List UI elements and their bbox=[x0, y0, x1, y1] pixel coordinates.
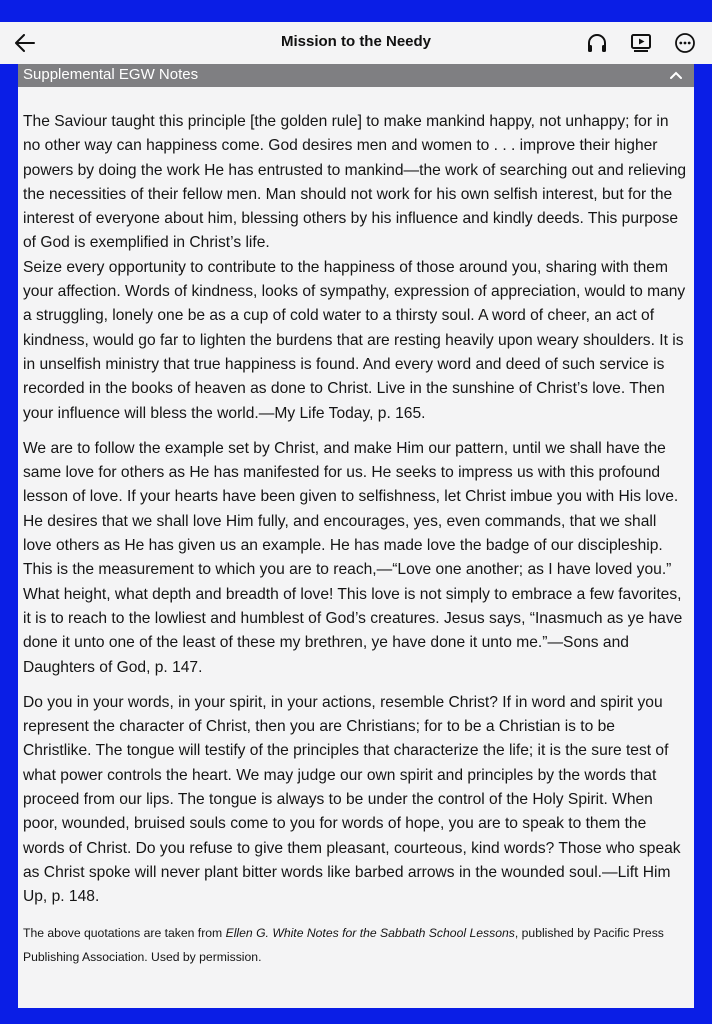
section-title: Supplemental EGW Notes bbox=[23, 66, 199, 83]
video-play-icon[interactable] bbox=[629, 31, 653, 55]
more-options-icon[interactable] bbox=[673, 31, 697, 55]
permission-notice bbox=[23, 921, 687, 969]
paragraph: Do you in your words, in your spirit, in your actions, resemble Christ? If in word and spirit you represent the character of Christ, then you are Christians; for to be a Christian is to be Christlike. The tongue will testify of the principles that characterize the life; it is the sure test of what power controls the heart. We may judge our own spirit and principles by the words that proceed from our lips. The tongue is always to be under the control of the Holy Spirit. When poor, wounded, bruised souls come to you for words of hope, you are to speak to them the words of Christ. Do you refuse to give them pleasant, courteous, kind words? Those who speak as Christ spoke will never plant bitter words like barbed arrows in the wounded soul.—Lift Him Up, p. 148. bbox=[23, 693, 681, 906]
headphones-icon[interactable] bbox=[585, 31, 609, 55]
top-bar bbox=[0, 22, 712, 64]
notice-book-title: Ellen G. White Notes for the Sabbath School Lessons bbox=[225, 925, 515, 940]
paragraph: Seize every opportunity to contribute to the happiness of those around you, sharing with them your affection. Words of kindness, looks of sympathy, expression of appreciation, would to many a struggling, lonely one be as a cup of cold water to a thirsty soul. A word of cheer, an act of kindness, would go far to lighten the burdens that are resting heavily upon weary shoulders. It is in unselfish ministry that true happiness is found. And every word and deed of such service is recorded in the books of heaven as done to Christ. Live in the sunshine of Christ’s love. Then your influence will bless the world.—My Life Today, p. 165. bbox=[23, 258, 686, 422]
notes-content bbox=[23, 110, 687, 969]
section-header[interactable] bbox=[18, 64, 694, 87]
notice-suffix: , published by Pacific Press Publishing Association. Used by permission. bbox=[23, 925, 664, 964]
paragraph: The Saviour taught this principle [the golden rule] to make mankind happy, not unhappy; for in no other way can happiness come. God desires men and women to . . . improve their higher powers by doing the work He has entrusted to mankind—the work of searching out and relieving the necessities of their fellow men. Man should not work for his own selfish interest, but for the interest of everyone about him, blessing others by his influence and kindly deeds. This purpose of God is exemplified in Christ’s life. bbox=[23, 113, 687, 252]
page-title: Mission to the Needy bbox=[280, 33, 432, 50]
notice-prefix: The above quotations are taken from bbox=[23, 925, 226, 940]
chevron-up-icon[interactable] bbox=[668, 66, 684, 84]
paragraph: We are to follow the example set by Christ, and make Him our pattern, until we shall have the same love for others as He has manifested for us. He seeks to impress us with this profound lesson of love. If your hearts have been given to selfishness, let Christ imbue you with His love. He desires that we shall love Him fully, and encourages, yes, even commands, that we shall love others as He has given us an example. He has made love the badge of our discipleship. This is the measurement to which you are to reach,—“Love one another; as I have loved you.” What height, what depth and breadth of love! This love is not simply to embrace a few favorites, it is to reach to the lowliest and humblest of God’s creatures. Jesus says, “Inasmuch as ye have done it unto one of the least of these my brethren, ye have done it unto me.”—Sons and Daughters of God, p. 147. bbox=[23, 439, 683, 676]
